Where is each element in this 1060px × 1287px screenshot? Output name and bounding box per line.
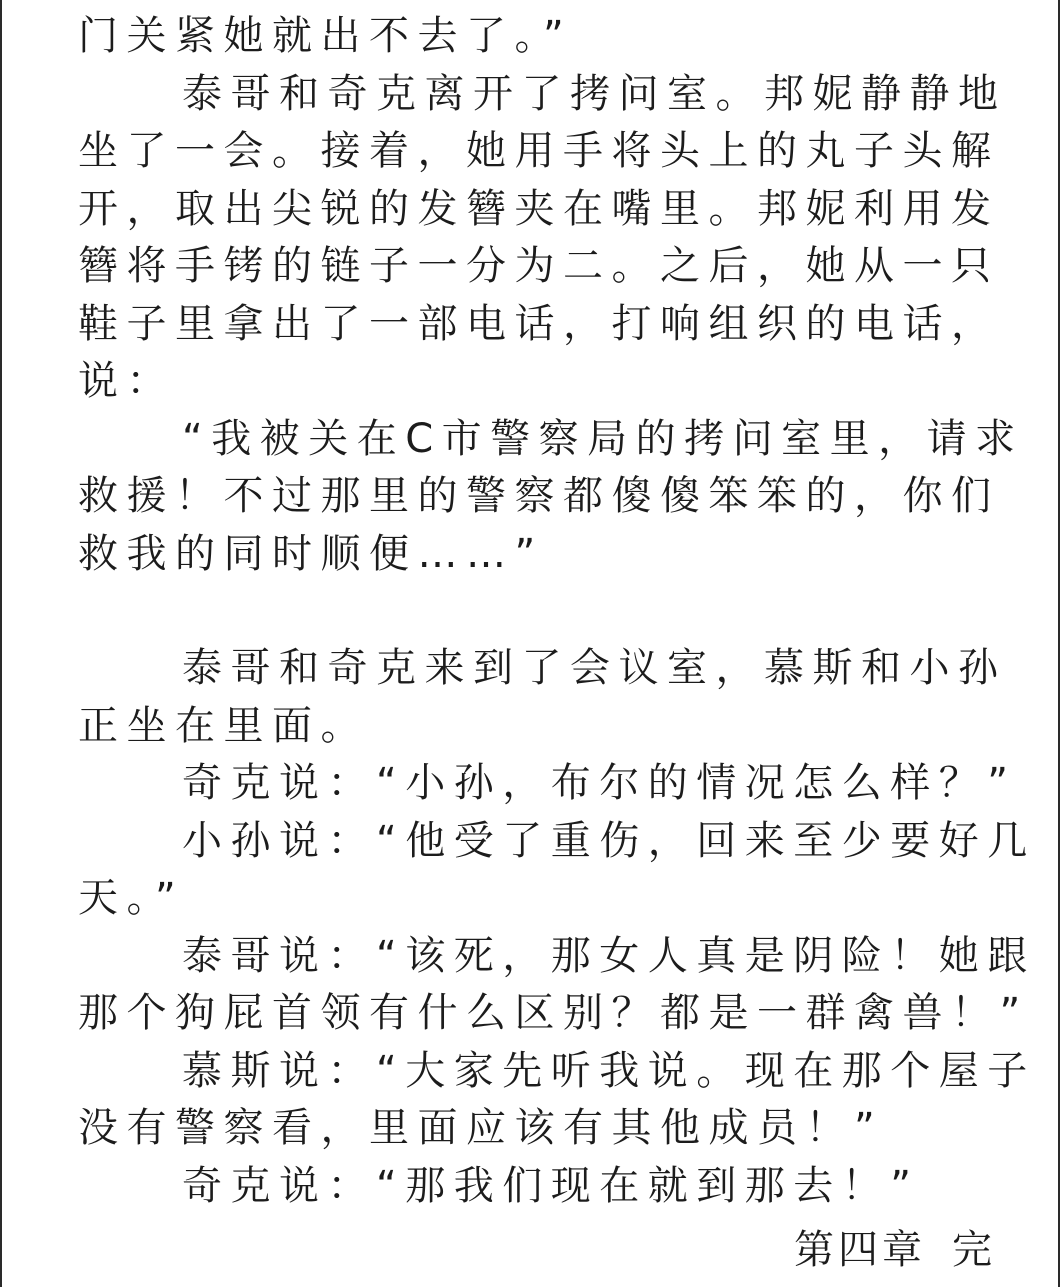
- text-line: 簪将手铐的链子一分为二。之后，她从一只: [78, 243, 1000, 289]
- chapter-label: 第四章: [794, 1227, 926, 1273]
- story-text: [78, 8, 1036, 1215]
- text-line: 救我的同时顺便……”: [78, 530, 544, 577]
- text-line: 救援！不过那里的警察都傻傻笨笨的，你们: [78, 473, 1000, 519]
- text-line: 泰哥说：“该死，那女人真是阴险！她跟: [182, 932, 1036, 979]
- text-line: 泰哥和奇克离开了拷问室。邦妮静静地: [182, 70, 1007, 117]
- text-line: 没有警察看，里面应该有其他成员！”: [78, 1105, 884, 1151]
- text-line: 奇克说：“小孙，布尔的情况怎么样？”: [182, 760, 1017, 806]
- text-line: 坐了一会。接着，她用手将头上的丸子头解: [78, 128, 1000, 174]
- chapter-end-mark: [794, 1222, 996, 1279]
- text-line: 门关紧她就出不去了。”: [78, 13, 573, 59]
- text-line: 慕斯说：“大家先听我说。现在那个屋子: [182, 1047, 1036, 1094]
- text-line: 小孙说：“他受了重伤，回来至少要好几: [182, 817, 1036, 864]
- text-line: 鞋子里拿出了一部电话，打响组织的电话，: [78, 300, 1000, 347]
- text-line: 奇克说：“那我们现在就到那去！”: [182, 1162, 920, 1209]
- text-line: 泰哥和奇克来到了会议室，慕斯和小孙: [182, 645, 1007, 691]
- text-line: 那个狗屁首领有什么区别？都是一群禽兽！”: [78, 990, 1029, 1036]
- text-line: “我被关在C市警察局的拷问室里，请求: [182, 415, 1024, 462]
- end-label: 完: [952, 1227, 996, 1273]
- text-line: 说：: [78, 358, 175, 404]
- text-line: 天。”: [78, 875, 185, 921]
- text-line: 正坐在里面。: [78, 702, 369, 749]
- paragraph-gap: [78, 583, 1008, 640]
- text-line: 开，取出尖锐的发簪夹在嘴里。邦妮利用发: [78, 185, 1000, 232]
